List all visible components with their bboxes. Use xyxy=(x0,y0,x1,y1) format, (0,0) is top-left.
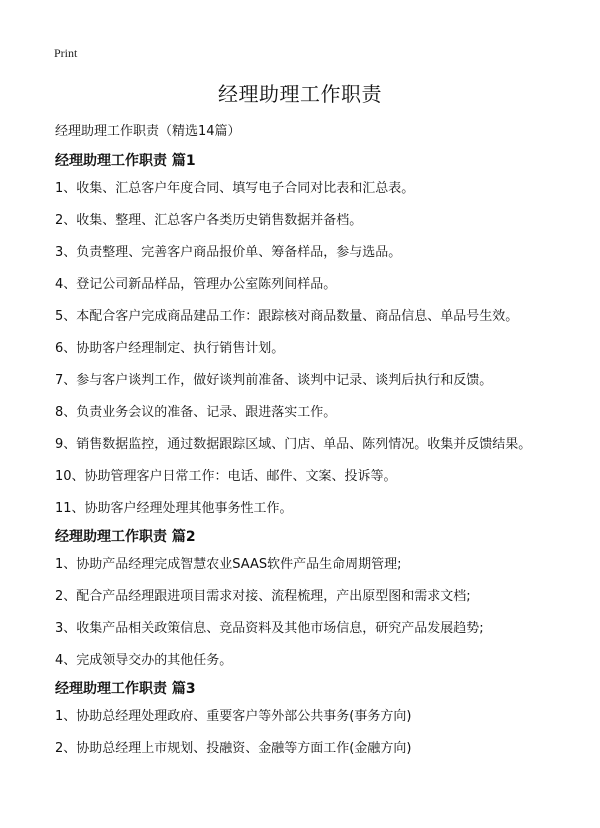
print-label: Print xyxy=(54,46,78,60)
list-item: 2、协助总经理上市规划、投融资、金融等方面工作(金融方向) xyxy=(55,741,412,756)
section-2 xyxy=(55,526,575,678)
list-item: 9、销售数据监控，通过数据跟踪区域、门店、单品、陈列情况。收集并反馈结果。 xyxy=(55,437,532,452)
section-3 xyxy=(55,678,575,766)
list-item: 10、协助管理客户日常工作：电话、邮件、文案、投诉等。 xyxy=(55,469,397,484)
list-item: 7、参与客户谈判工作，做好谈判前准备、谈判中记录、谈判后执行和反馈。 xyxy=(55,373,493,388)
list-item: 3、负责整理、完善客户商品报价单、筹备样品，参与选品。 xyxy=(55,245,402,260)
list-item: 4、登记公司新品样品，管理办公室陈列间样品。 xyxy=(55,277,337,292)
list-item: 6、协助客户经理制定、执行销售计划。 xyxy=(55,341,285,356)
section-1 xyxy=(55,150,575,526)
list-item: 11、协助客户经理处理其他事务性工作。 xyxy=(55,501,293,516)
list-item: 2、配合产品经理跟进项目需求对接、流程梳理，产出原型图和需求文档; xyxy=(55,589,471,604)
list-item: 4、完成领导交办的其他任务。 xyxy=(55,653,233,668)
list-item: 5、本配合客户完成商品建品工作：跟踪核对商品数量、商品信息、单品号生效。 xyxy=(55,309,519,324)
section-heading: 经理助理工作职责 篇3 xyxy=(55,681,196,697)
list-item: 1、收集、汇总客户年度合同、填写电子合同对比表和汇总表。 xyxy=(55,181,415,196)
list-item: 2、收集、整理、汇总客户各类历史销售数据并备档。 xyxy=(55,213,363,228)
list-item: 8、负责业务会议的准备、记录、跟进落实工作。 xyxy=(55,405,337,420)
list-item: 1、协助产品经理完成智慧农业SAAS软件产品生命周期管理; xyxy=(55,557,402,572)
section-heading: 经理助理工作职责 篇2 xyxy=(55,529,196,545)
list-item: 1、协助总经理处理政府、重要客户等外部公共事务(事务方向) xyxy=(55,709,412,724)
list-item: 3、收集产品相关政策信息、竞品资料及其他市场信息，研究产品发展趋势; xyxy=(55,621,484,636)
section-heading: 经理助理工作职责 篇1 xyxy=(55,153,196,169)
document-content xyxy=(55,150,575,766)
document-subtitle: 经理助理工作职责（精选14篇） xyxy=(55,124,241,139)
document-title: 经理助理工作职责 xyxy=(218,82,382,106)
